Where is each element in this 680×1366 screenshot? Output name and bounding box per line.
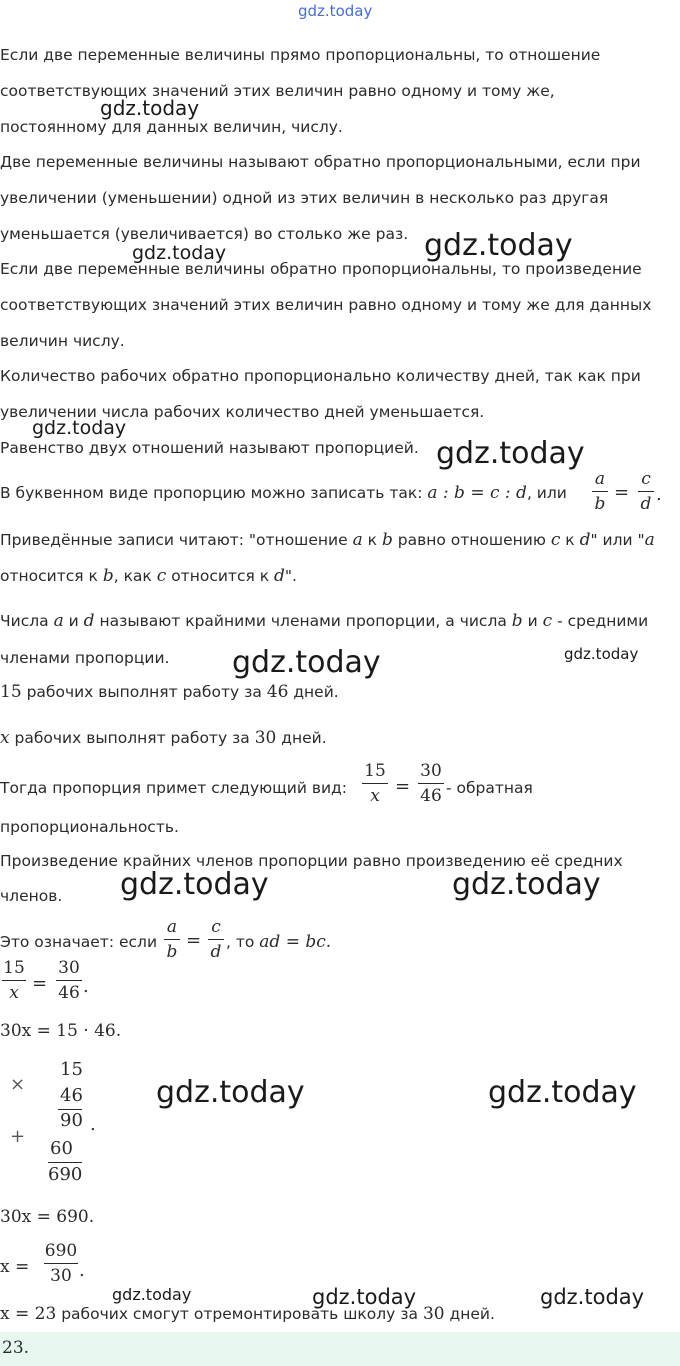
watermark: gdz.today — [132, 242, 227, 264]
equals-sign: = — [395, 776, 411, 797]
text-span: Приведённые записи читают: "отношение — [0, 531, 353, 549]
text-span: Числа — [0, 612, 54, 630]
fraction-denominator: x — [370, 786, 380, 806]
text-line — [0, 728, 327, 748]
math-ad-bc: ad = bc. — [259, 932, 332, 952]
watermark: gdz.today — [232, 645, 381, 680]
fraction-numerator: 15 — [364, 761, 386, 781]
fraction-a-b — [592, 468, 608, 515]
math-proportion: a : b = c : d — [427, 483, 527, 503]
text-span: и — [63, 612, 84, 630]
fraction-15-x — [362, 760, 388, 807]
fraction-bar — [208, 939, 224, 940]
fraction-denominator: b — [166, 942, 178, 962]
watermark: gdz.today — [32, 417, 127, 439]
text-span: - средними — [552, 612, 649, 630]
text-line: Количество рабочих обратно пропорционально количеству дней, так как при — [0, 367, 641, 385]
fraction-bar — [44, 1263, 78, 1264]
text-span: , то — [226, 933, 260, 951]
text-line: Произведение крайних членов пропорции равно произведению её средних — [0, 852, 623, 870]
watermark: gdz.today — [452, 867, 601, 902]
fraction-denominator: d — [640, 494, 652, 514]
result-line — [0, 1304, 495, 1324]
watermark: gdz.today — [112, 1285, 192, 1304]
text-line: пропорциональность. — [0, 818, 179, 836]
text-line: Если две переменные величины прямо пропорциональны, то отношение — [0, 46, 601, 64]
text-span: к — [362, 531, 382, 549]
watermark-top: gdz.today — [298, 2, 373, 20]
mul-partial-2: 60 — [50, 1138, 73, 1159]
text-line: - обратная — [446, 779, 533, 797]
text-span: и — [522, 612, 543, 630]
var-d: d — [579, 530, 591, 550]
fraction-a-b — [164, 916, 180, 963]
number: 46 — [266, 682, 289, 702]
text-line — [0, 530, 655, 550]
fraction-numerator: 30 — [58, 958, 80, 978]
var-d: d — [83, 611, 95, 631]
fraction-numerator: a — [594, 469, 606, 489]
period: . — [79, 1260, 85, 1281]
text-span: рабочих выполнят работу за — [9, 729, 255, 747]
watermark: gdz.today — [100, 96, 200, 120]
fraction-bar — [164, 939, 180, 940]
mul-result: 690 — [48, 1164, 83, 1185]
times-sign: × — [10, 1074, 26, 1095]
text-span: , или — [526, 484, 567, 502]
text-line: соответствующих значений этих величин равно одному и тому же для данных — [0, 296, 652, 314]
fraction-bar — [638, 491, 654, 492]
text-span: относится к — [166, 567, 275, 585]
text-span: рабочих выполнят работу за — [21, 683, 267, 701]
number: 30 — [422, 1304, 445, 1324]
fraction-bar — [418, 783, 444, 784]
text-line — [0, 611, 648, 631]
text-span: , как — [113, 567, 157, 585]
text-line: членами пропорции. — [0, 649, 170, 667]
equals-sign: = — [186, 930, 202, 951]
var-c: c — [542, 611, 553, 631]
text-line: уменьшается (увеличивается) во столько же раз. — [0, 225, 409, 243]
fraction-c-d — [208, 916, 224, 963]
watermark: gdz.today — [424, 228, 573, 263]
text-line — [0, 566, 297, 586]
text-span: равно отношению — [392, 531, 551, 549]
fraction-denominator: x — [9, 983, 19, 1003]
watermark: gdz.today — [120, 867, 269, 902]
fraction-numerator: 30 — [420, 761, 442, 781]
text-span: называют крайними членами пропорции, а числа — [94, 612, 512, 630]
watermark: gdz.today — [312, 1285, 417, 1309]
mul-line — [48, 1162, 82, 1163]
plus-sign: + — [10, 1126, 26, 1147]
fraction-numerator: c — [211, 917, 221, 937]
fraction-numerator: a — [166, 917, 178, 937]
fraction-690-30 — [44, 1240, 78, 1287]
fraction-numerator: c — [641, 469, 651, 489]
text-line: соответствующих значений этих величин равно одному и тому же, — [0, 82, 555, 100]
watermark: gdz.today — [488, 1075, 637, 1110]
proportion-line — [0, 483, 567, 503]
text-span: дней. — [288, 683, 339, 701]
text-line — [226, 932, 331, 952]
var-b: b — [511, 611, 523, 631]
fraction-bar — [592, 491, 608, 492]
text-line: Тогда пропорция примет следующий вид: — [0, 779, 347, 797]
mul-operand-1: 15 — [60, 1059, 83, 1080]
text-line: Равенство двух отношений называют пропорцией. — [0, 439, 419, 457]
text-span: дней. — [444, 1305, 495, 1323]
watermark: gdz.today — [564, 645, 639, 663]
text-line: увеличении числа рабочих количество дней уменьшается. — [0, 403, 485, 421]
var-c: c — [156, 566, 167, 586]
var-a: a — [352, 530, 363, 550]
text-span: относится к — [0, 567, 103, 585]
mul-partial-1: 90 — [60, 1110, 83, 1131]
text-line: постоянному для данных величин, числу. — [0, 118, 343, 136]
var-x: x — [0, 728, 10, 748]
equation-lhs: x = — [0, 1257, 30, 1277]
fraction-denominator: b — [594, 494, 606, 514]
fraction-denominator: 46 — [58, 983, 80, 1003]
text-span: ". — [284, 567, 297, 585]
text-line: Это означает: если — [0, 933, 158, 951]
text-span: В буквенном виде пропорцию можно записать так: — [0, 484, 428, 502]
answer-bar — [0, 1332, 680, 1366]
var-d: d — [274, 566, 285, 586]
period: . — [83, 976, 89, 997]
equation: 30x = 15 · 46. — [0, 1021, 122, 1041]
var-a: a — [644, 530, 655, 550]
number: 30 — [254, 728, 277, 748]
fraction-denominator: d — [210, 942, 222, 962]
watermark: gdz.today — [156, 1075, 305, 1110]
text-line: членов. — [0, 887, 63, 905]
mul-dot: . — [90, 1114, 96, 1135]
fraction-denominator: 46 — [420, 786, 442, 806]
text-line: Если две переменные величины обратно пропорциональны, то произведение — [0, 260, 642, 278]
var-b: b — [381, 530, 393, 550]
fraction-bar — [362, 783, 388, 784]
fraction-bar — [56, 980, 82, 981]
text-span: дней. — [276, 729, 327, 747]
text-span: к — [560, 531, 580, 549]
text-line: Две переменные величины называют обратно пропорциональными, если при — [0, 153, 641, 171]
period: . — [656, 484, 662, 505]
var-b: b — [102, 566, 114, 586]
equals-sign: = — [32, 973, 48, 994]
watermark: gdz.today — [540, 1285, 645, 1309]
fraction-15-x — [2, 957, 26, 1004]
answer-value: 23. — [2, 1338, 30, 1358]
equals-sign: = — [614, 482, 630, 503]
number: 15 — [0, 682, 22, 702]
text-span: рабочих смогут отремонтировать школу за — [56, 1305, 423, 1323]
text-line — [0, 682, 339, 702]
fraction-30-46 — [56, 957, 82, 1004]
fraction-denominator: 30 — [50, 1266, 72, 1286]
watermark: gdz.today — [436, 436, 585, 471]
text-line: величин числу. — [0, 332, 125, 350]
mul-operand-2: 46 — [60, 1085, 83, 1106]
text-line: увеличении (уменьшении) одной из этих величин в несколько раз другая — [0, 189, 609, 207]
equation: 30x = 690. — [0, 1207, 95, 1227]
var-a: a — [53, 611, 64, 631]
fraction-bar — [2, 980, 26, 981]
fraction-numerator: 690 — [44, 1241, 78, 1261]
var-c: c — [550, 530, 561, 550]
fraction-30-46 — [418, 760, 444, 807]
fraction-c-d — [638, 468, 654, 515]
fraction-numerator: 15 — [3, 958, 25, 978]
text-span: " или " — [590, 531, 645, 549]
math-x-23: x = 23 — [0, 1304, 57, 1324]
